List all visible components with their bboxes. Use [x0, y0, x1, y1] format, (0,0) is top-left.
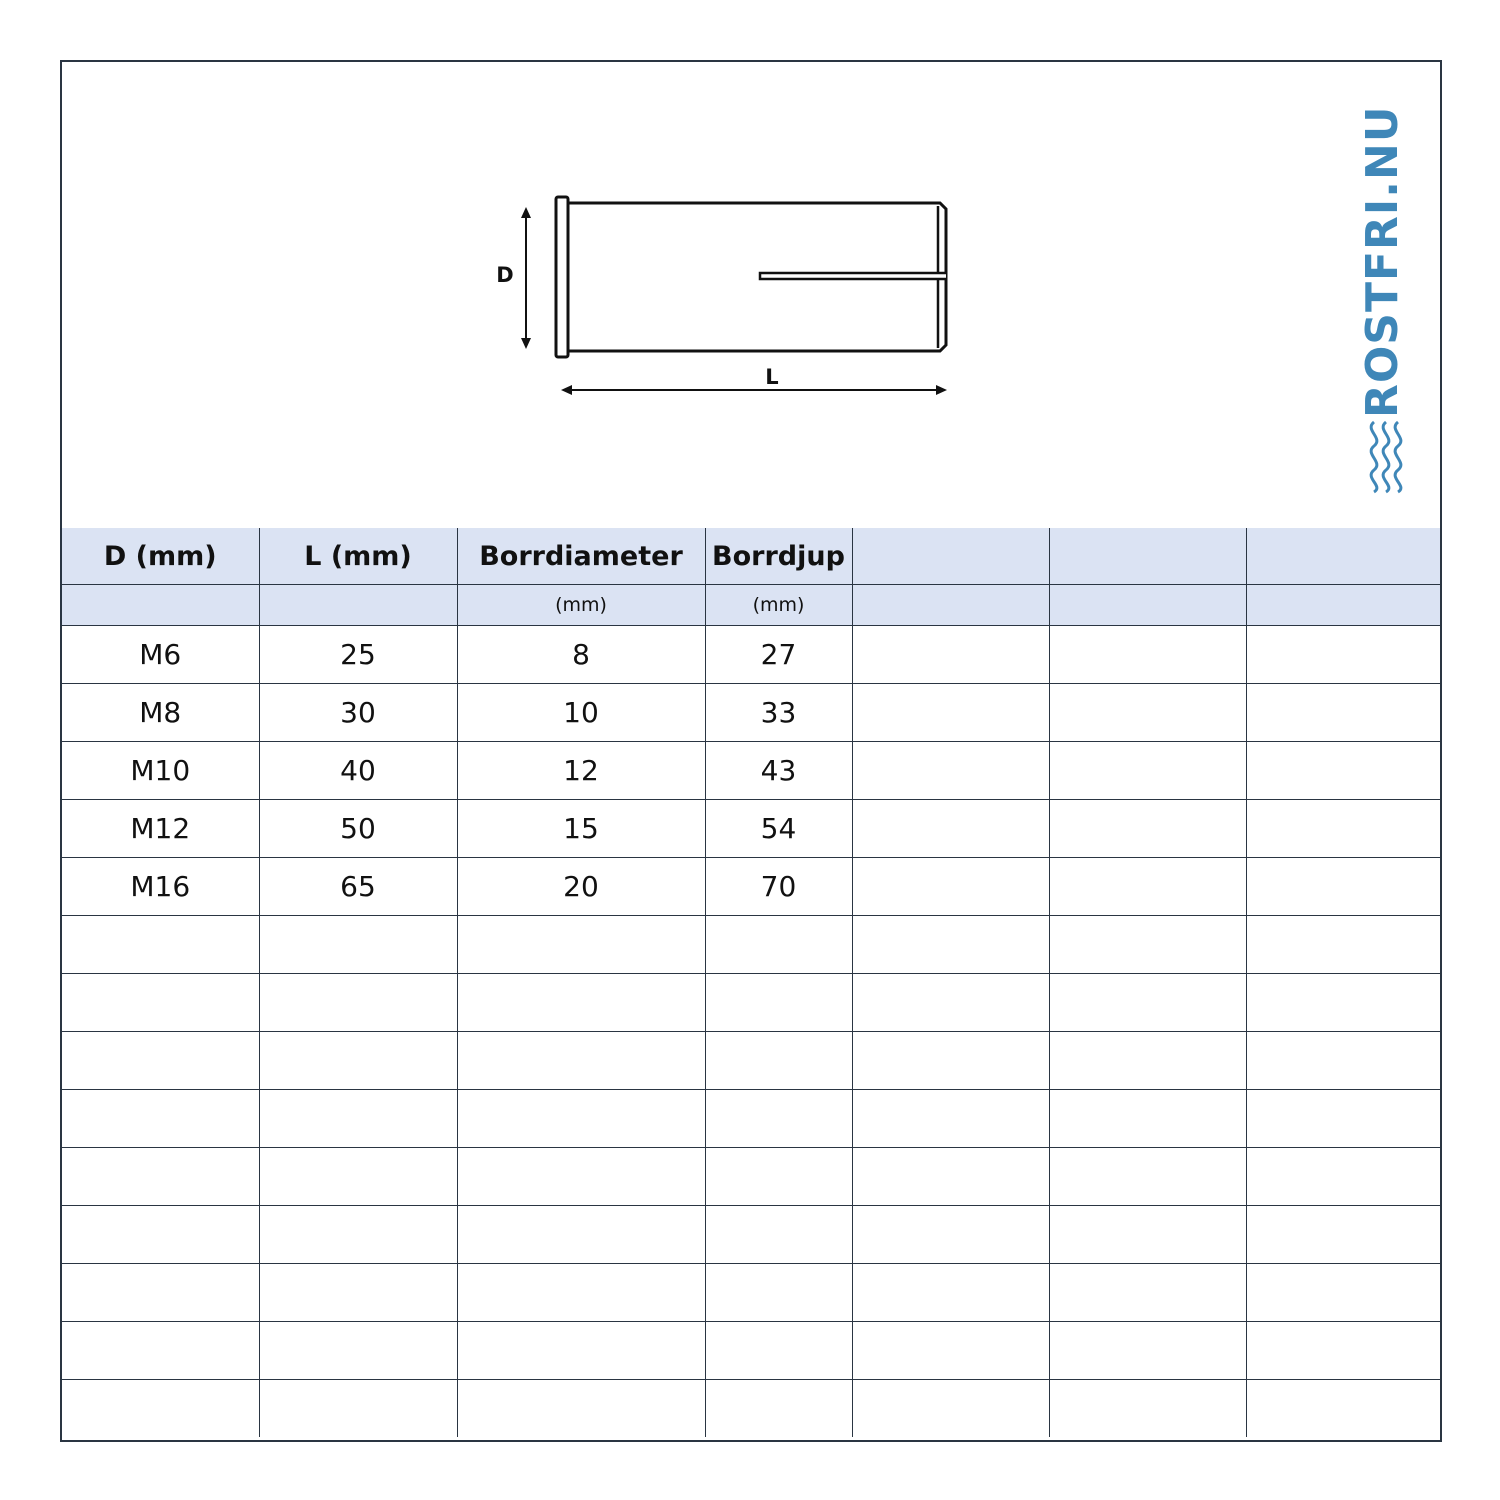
table-cell [62, 1264, 259, 1322]
table-cell [1049, 1032, 1246, 1090]
table-cell [62, 1380, 259, 1438]
table-cell [1246, 1380, 1440, 1438]
table-cell [259, 1380, 457, 1438]
table-cell [1246, 800, 1440, 858]
table-cell [259, 974, 457, 1032]
table-cell [1246, 528, 1440, 585]
table-cell [1246, 1206, 1440, 1264]
table-cell [852, 1148, 1049, 1206]
table-cell [1049, 1206, 1246, 1264]
table-cell [1049, 684, 1246, 742]
table-cell [852, 684, 1049, 742]
table-cell [1049, 1148, 1246, 1206]
table-cell [852, 1380, 1049, 1438]
table-row [62, 684, 1440, 742]
table-cell [1049, 1380, 1246, 1438]
table-cell [852, 626, 1049, 684]
table-cell [1049, 974, 1246, 1032]
table-row [62, 626, 1440, 684]
table-cell: 33 [705, 684, 852, 742]
table-cell [852, 1264, 1049, 1322]
table-cell [62, 1206, 259, 1264]
table-cell [1246, 1032, 1440, 1090]
table-header-row [62, 528, 1440, 585]
table-cell [259, 1322, 457, 1380]
table-cell [1246, 858, 1440, 916]
table-cell [1049, 858, 1246, 916]
table-cell: M6 [62, 626, 259, 684]
table-row [62, 742, 1440, 800]
table-row [62, 974, 1440, 1032]
table-cell: D (mm) [62, 528, 259, 585]
table-cell [62, 1148, 259, 1206]
table-cell [852, 800, 1049, 858]
table-cell [62, 974, 259, 1032]
table-cell [705, 1090, 852, 1148]
table-cell [1049, 1264, 1246, 1322]
table-cell [705, 1380, 852, 1438]
table-cell [1246, 585, 1440, 626]
table-cell: 27 [705, 626, 852, 684]
table-cell [1049, 916, 1246, 974]
table-cell [457, 1090, 705, 1148]
table-row [62, 916, 1440, 974]
table-cell [705, 974, 852, 1032]
table-cell [1246, 626, 1440, 684]
table-cell: (mm) [705, 585, 852, 626]
table-cell [259, 1148, 457, 1206]
table-cell [852, 916, 1049, 974]
table-cell [259, 916, 457, 974]
table-cell [852, 1032, 1049, 1090]
table-cell: 25 [259, 626, 457, 684]
table-cell: M8 [62, 684, 259, 742]
table-cell: L (mm) [259, 528, 457, 585]
table-cell [1049, 528, 1246, 585]
table-cell [259, 1090, 457, 1148]
table-cell [259, 1264, 457, 1322]
table-cell [1246, 742, 1440, 800]
table-row [62, 1090, 1440, 1148]
table-cell [457, 1380, 705, 1438]
table-unit-row [62, 585, 1440, 626]
table-cell [852, 742, 1049, 800]
table-cell [457, 1264, 705, 1322]
table-row [62, 800, 1440, 858]
table-cell [62, 1032, 259, 1090]
table-row [62, 1264, 1440, 1322]
table-cell [1246, 1090, 1440, 1148]
table-cell [457, 916, 705, 974]
table-cell [62, 1322, 259, 1380]
table-cell [852, 528, 1049, 585]
table-cell: 20 [457, 858, 705, 916]
table-cell [1049, 1322, 1246, 1380]
table-cell: 12 [457, 742, 705, 800]
table-cell [1246, 684, 1440, 742]
table-row [62, 858, 1440, 916]
table-cell [62, 1090, 259, 1148]
table-cell [457, 1206, 705, 1264]
table-cell [852, 1090, 1049, 1148]
table-cell [705, 916, 852, 974]
table-row [62, 1032, 1440, 1090]
table-cell [852, 1206, 1049, 1264]
table-row [62, 1206, 1440, 1264]
table-cell [852, 858, 1049, 916]
table-cell [1049, 626, 1246, 684]
table-row [62, 1322, 1440, 1380]
table-cell: Borrdjup [705, 528, 852, 585]
table-cell: (mm) [457, 585, 705, 626]
table-cell [705, 1032, 852, 1090]
table-cell [1049, 1090, 1246, 1148]
table-cell [705, 1322, 852, 1380]
table-cell [259, 585, 457, 626]
table-cell: 54 [705, 800, 852, 858]
table-cell [1246, 1322, 1440, 1380]
table-cell [1246, 974, 1440, 1032]
table-cell [852, 585, 1049, 626]
table-cell [457, 1322, 705, 1380]
table-cell: 65 [259, 858, 457, 916]
table-cell [1246, 1148, 1440, 1206]
table-cell: 10 [457, 684, 705, 742]
table-cell [259, 1032, 457, 1090]
table-cell: M16 [62, 858, 259, 916]
table-cell [457, 974, 705, 1032]
table-cell [1246, 916, 1440, 974]
table-cell [62, 585, 259, 626]
table-cell [1049, 585, 1246, 626]
table-cell [1049, 800, 1246, 858]
table-cell [852, 974, 1049, 1032]
table-cell [62, 916, 259, 974]
table-cell: 30 [259, 684, 457, 742]
table-cell [1049, 742, 1246, 800]
table-row [62, 1380, 1440, 1438]
table-cell [705, 1148, 852, 1206]
table-cell: 15 [457, 800, 705, 858]
table-cell [1246, 1264, 1440, 1322]
l-dimension-label: L [765, 365, 779, 389]
logo-wordmark: ROSTFRI.NU [1357, 105, 1408, 418]
table-cell: M12 [62, 800, 259, 858]
table-row [62, 1148, 1440, 1206]
table-cell: 40 [259, 742, 457, 800]
d-dimension-label: D [496, 263, 514, 287]
table-cell [259, 1206, 457, 1264]
spec-table [62, 528, 1440, 1437]
table-cell: Borrdiameter [457, 528, 705, 585]
table-cell: 8 [457, 626, 705, 684]
table-cell: 43 [705, 742, 852, 800]
table-cell: 70 [705, 858, 852, 916]
table-cell [705, 1264, 852, 1322]
table-cell: 50 [259, 800, 457, 858]
table-cell [852, 1322, 1049, 1380]
table-cell: M10 [62, 742, 259, 800]
table-cell [705, 1206, 852, 1264]
table-cell [457, 1148, 705, 1206]
table-cell [457, 1032, 705, 1090]
